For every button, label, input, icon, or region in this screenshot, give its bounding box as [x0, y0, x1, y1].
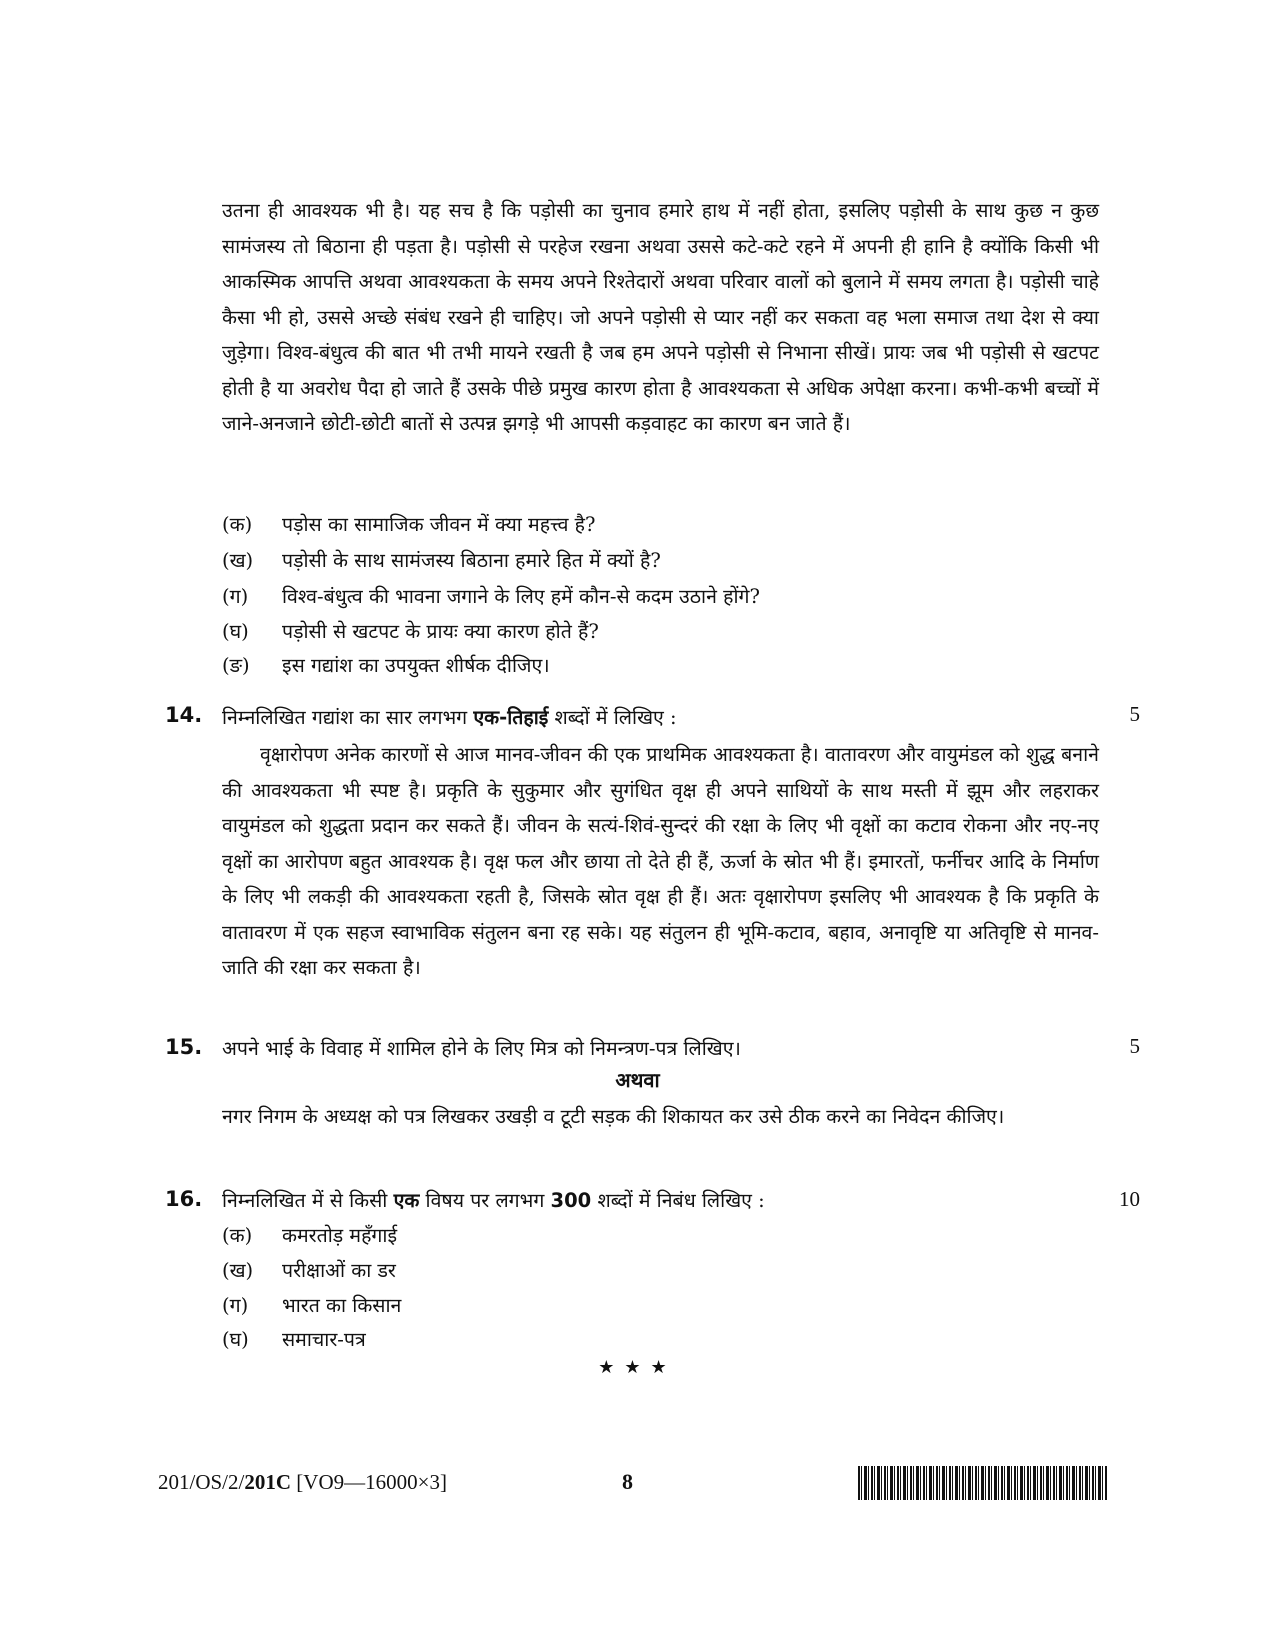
q13-option-nga — [222, 648, 550, 684]
q14-marks: 5 — [1129, 702, 1140, 726]
q16-option-kha — [222, 1253, 396, 1289]
q14-text-before: निम्नलिखित गद्यांश का सार लगभग — [222, 706, 474, 729]
q15-alternative: नगर निगम के अध्यक्ष को पत्र लिखकर उखड़ी व टूटी सड़क की शिकायत कर उसे ठीक करने का निवेदन कीजिए। — [222, 1105, 1005, 1128]
q14-text-after: शब्दों में लिखिए : — [548, 706, 677, 729]
passage-continuation: उतना ही आवश्यक भी है। यह सच है कि पड़ोसी का चुनाव हमारे हाथ में नहीं होता, इसलिए पड़ोसी के साथ कुछ न कुछ सामंजस्य तो बिठाना ही पड़ता है। पड़ोसी से परहेज रखना अथवा उससे कटे-कटे रहने में अपनी ही हानि है क्योंकि किसी भी आकस्मिक आपत्ति अथवा आवश्यकता के समय अपने रिश्तेदारों अथवा परिवार वालों को बुलाने में समय लगता है। पड़ोसी चाहे कैसा भी हो, उससे अच्छे संबंध रखने ही चाहिए। जो अपने पड़ोसी से प्यार नहीं कर सकता वह भला समाज तथा देश से क्या जुड़ेगा। विश्व-बंधुत्व की बात भी तभी मायने रखती है जब हम अपने पड़ोसी से निभाना सीखें। प्रायः जब भी पड़ोसी से खटपट होती है या अवरोध पैदा हो जाते हैं उसके पीछे प्रमुख कारण होता है आवश्यकता से अधिक अपेक्षा करना। कभी-कभी बच्चों में जाने-अनजाने छोटी-छोटी बातों से उत्पन्न झगड़े भी आपसी कड़वाहट का कारण बन जाते हैं। — [222, 199, 1099, 435]
option-label: (ग) — [222, 585, 249, 608]
q14-bold: एक-तिहाई — [473, 706, 549, 729]
option-label: (क) — [222, 513, 253, 536]
option-label: (घ) — [222, 620, 249, 643]
q14-passage: वृक्षारोपण अनेक कारणों से आज मानव-जीवन की एक प्राथमिक आवश्यकता है। वातावरण और वायुमंडल को शुद्ध बनाने की आवश्यकता भी स्पष्ट है। प्रकृति के सुकुमार और सुगंधित वृक्ष ही अपने साथियों के साथ मस्ती में झूम और लहराकर वायुमंडल को शुद्धता प्रदान कर सकते हैं। जीवन के सत्यं-शिवं-सुन्दरं की रक्षा के लिए भी वृक्षों का कटाव रोकना और नए-नए वृक्षों का आरोपण बहुत आवश्यक है। वृक्ष फल और छाया तो देते ही हैं, ऊर्जा के स्रोत भी हैं। इमारतों, फर्नीचर आदि के निर्माण के लिए भी लकड़ी की आवश्यकता रहती है, जिसके स्रोत वृक्ष ही हैं। अतः वृक्षारोपण इसलिए भी आवश्यक है कि प्रकृति के वातावरण में एक सहज स्वाभाविक संतुलन बना रह सके। यह संतुलन ही भूमि-कटाव, बहाव, अनावृष्टि या अतिवृष्टि से मानव-जाति की रक्षा कर सकता है। — [222, 743, 1099, 979]
end-stars: ★★★ — [598, 1357, 677, 1378]
option-text: समाचार-पत्र — [282, 1328, 366, 1351]
paper-code — [158, 1470, 447, 1495]
option-text: भारत का किसान — [282, 1294, 402, 1317]
paper-code-bold: 201C — [244, 1470, 292, 1494]
option-label: (ख) — [222, 549, 254, 572]
paper-code-suffix: [VO9—16000×3] — [291, 1470, 447, 1494]
q15-marks: 5 — [1129, 1034, 1140, 1058]
q16-text-3: शब्दों में निबंध लिखिए : — [591, 1189, 765, 1212]
q16-prompt — [222, 1183, 765, 1219]
option-label: (ख) — [222, 1259, 254, 1282]
q13-option-gha — [222, 614, 599, 650]
q15-number: 15. — [165, 1035, 203, 1059]
option-text: इस गद्यांश का उपयुक्त शीर्षक दीजिए। — [282, 654, 550, 677]
option-text: कमरतोड़ महँगाई — [282, 1224, 398, 1247]
option-label: (ङ) — [222, 654, 250, 677]
option-text: विश्व-बंधुत्व की भावना जगाने के लिए हमें कौन-से कदम उठाने होंगे? — [282, 585, 760, 608]
q15-prompt: अपने भाई के विवाह में शामिल होने के लिए मित्र को निमन्त्रण-पत्र लिखिए। — [222, 1037, 741, 1060]
q16-option-ka — [222, 1218, 397, 1254]
or-separator: अथवा — [615, 1068, 660, 1092]
q13-option-ka — [222, 507, 595, 543]
q16-bold-2: 300 — [550, 1189, 592, 1212]
option-label: (क) — [222, 1224, 253, 1247]
page-number: 8 — [622, 1469, 633, 1494]
paper-code-prefix: 201/OS/2/ — [158, 1470, 245, 1494]
q16-text-1: निम्नलिखित में से किसी — [222, 1189, 394, 1212]
q16-marks: 10 — [1119, 1187, 1140, 1211]
q16-text-2: विषय पर लगभग — [419, 1189, 551, 1212]
q16-number: 16. — [165, 1187, 203, 1211]
option-text: पड़ोसी के साथ सामंजस्य बिठाना हमारे हित में क्यों है? — [282, 549, 661, 572]
q14-number: 14. — [165, 703, 203, 727]
option-text: पड़ोस का सामाजिक जीवन में क्या महत्त्व है? — [282, 513, 596, 536]
option-text: पड़ोसी से खटपट के प्रायः क्या कारण होते हैं? — [282, 620, 599, 643]
q14-prompt — [222, 700, 677, 736]
option-text: परीक्षाओं का डर — [282, 1259, 396, 1282]
q16-option-gha — [222, 1322, 366, 1358]
q16-option-ga — [222, 1288, 401, 1324]
q13-option-kha — [222, 543, 661, 579]
option-label: (घ) — [222, 1328, 249, 1351]
q16-bold-1: एक — [393, 1189, 420, 1212]
q13-option-ga — [222, 579, 760, 615]
option-label: (ग) — [222, 1294, 249, 1317]
barcode-icon — [858, 1466, 1108, 1500]
